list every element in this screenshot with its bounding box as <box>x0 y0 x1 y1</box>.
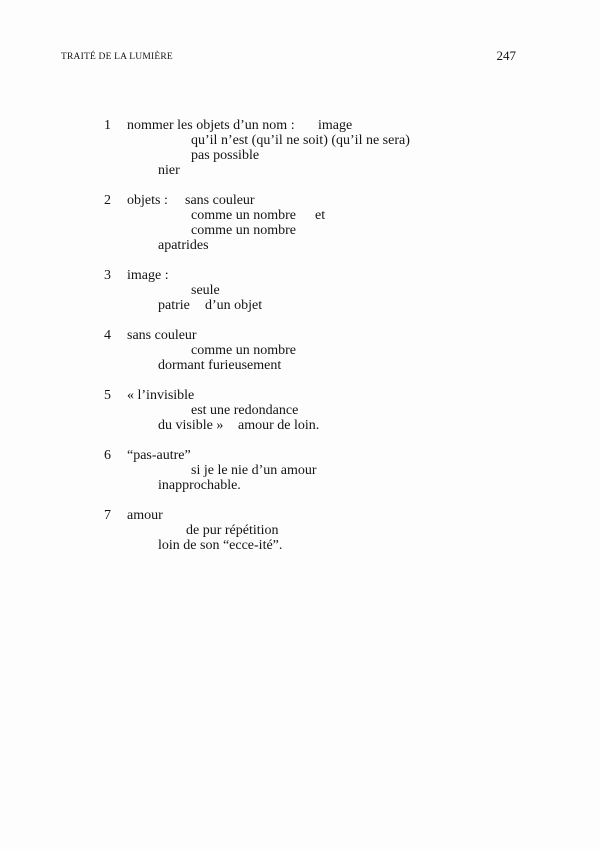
page-number: 247 <box>496 48 516 63</box>
verse-line: pas possible <box>191 148 260 163</box>
verse-line: sans couleur <box>185 193 255 208</box>
verse-line: du visible » <box>158 418 224 433</box>
verse-line: sans couleur <box>127 328 197 343</box>
poem-number: 1 <box>104 118 111 133</box>
verse-line: d’un objet <box>205 298 263 313</box>
verse-line: comme un nombre <box>191 208 296 223</box>
verse-line: qu’il n’est (qu’il ne soit) (qu’il ne sera) <box>191 133 410 148</box>
verse-line: image <box>318 118 353 133</box>
verse-line: amour de loin. <box>238 418 320 433</box>
verse-line: « l’invisible <box>127 388 195 403</box>
verse-line: comme un nombre <box>191 343 296 358</box>
verse-line: si je le nie d’un amour <box>191 463 317 478</box>
poem-number: 4 <box>104 328 111 343</box>
verse-line: nommer les objets d’un nom : <box>127 118 295 133</box>
verse-line: apatrides <box>158 238 209 253</box>
running-title: TRAITÉ DE LA LUMIÈRE <box>61 52 173 62</box>
verse-line: dormant furieusement <box>158 358 282 373</box>
verse-line: et <box>315 208 326 223</box>
poem-number: 3 <box>104 268 111 283</box>
verse-line: inapprochable. <box>158 478 241 493</box>
verse-line: nier <box>158 163 180 178</box>
verse-line: de pur répétition <box>186 523 279 538</box>
verse-line: “pas-autre” <box>127 448 191 463</box>
poem-number: 5 <box>104 388 111 403</box>
poem-number: 7 <box>104 508 111 523</box>
verse-line: est une redondance <box>191 403 299 418</box>
verse-line: comme un nombre <box>191 223 296 238</box>
verse-line: image : <box>127 268 169 283</box>
verse-line: loin de son “ecce-ité”. <box>158 538 283 553</box>
poem-number: 2 <box>104 193 111 208</box>
verse-line: objets : <box>127 193 168 208</box>
verse-line: seule <box>191 283 220 298</box>
verse-line: patrie <box>158 298 190 313</box>
verse-line: amour <box>127 508 163 523</box>
poem-number: 6 <box>104 448 111 463</box>
